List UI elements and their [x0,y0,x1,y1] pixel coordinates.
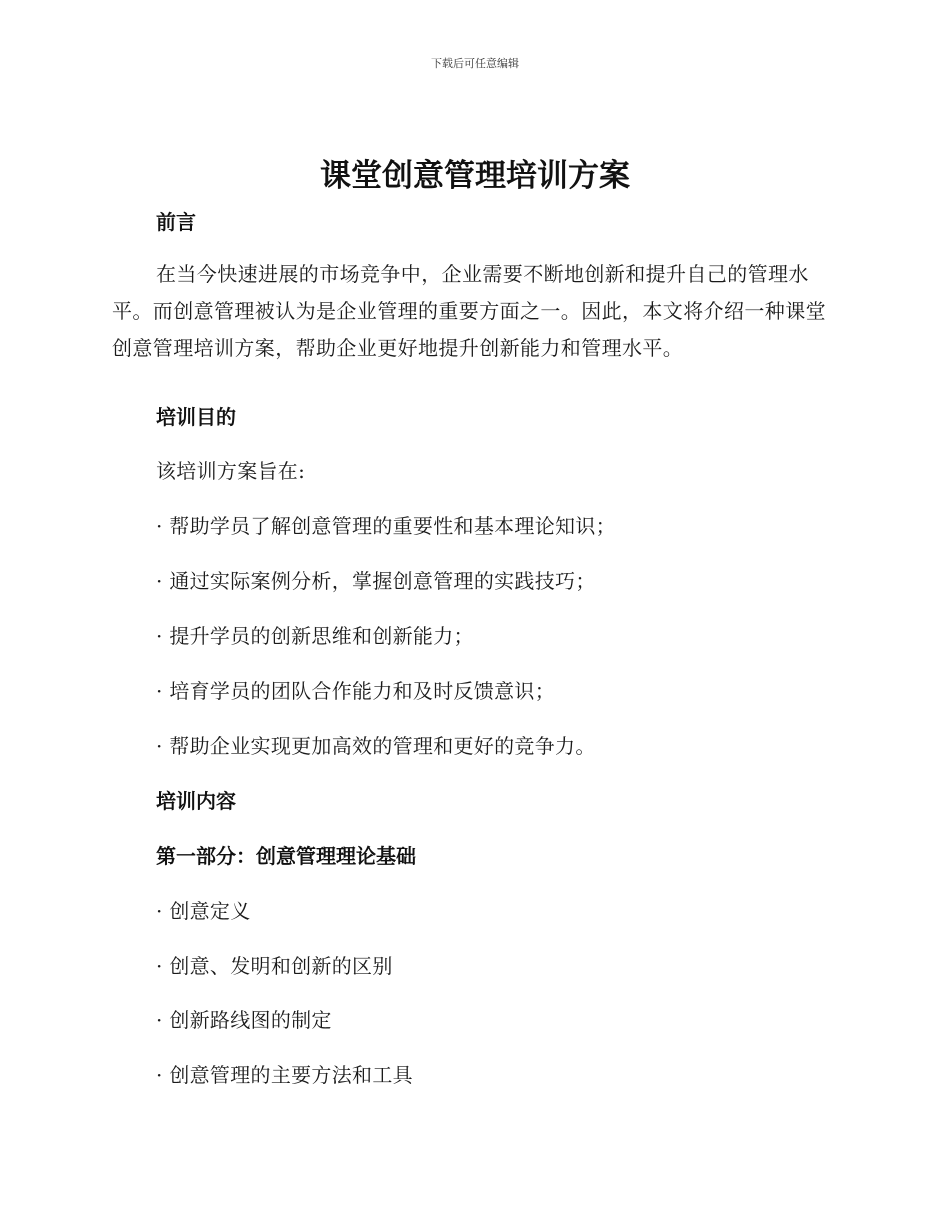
document-title: 课堂创意管理培训方案 [320,158,630,194]
preface-paragraph: 在当今快速进展的市场竞争中，企业需要不断地创新和提升自己的管理水平。而创意管理被认为是企业管理的重要方面之一。因此，本文将介绍一种课堂创意管理培训方案，帮助企业更好地提升创新能力和管理水平。 [112,262,826,360]
part1-item: · 创新路线图的制定 [156,1008,332,1032]
goal-item: · 通过实际案例分析，掌握创意管理的实践技巧； [156,569,596,593]
part1-item: · 创意管理的主要方法和工具 [156,1063,413,1087]
goals-heading: 培训目的 [156,405,236,429]
part1-heading: 第一部分：创意管理理论基础 [156,844,416,868]
goal-item: · 帮助企业实现更加高效的管理和更好的竞争力。 [156,734,596,758]
part1-item: · 创意定义 [156,899,251,923]
content-heading: 培训内容 [156,789,236,813]
preface-heading: 前言 [156,210,196,234]
header-note: 下载后可任意编辑 [431,57,519,70]
part1-item: · 创意、发明和创新的区别 [156,954,393,978]
goals-intro: 该培训方案旨在: [156,459,306,483]
goal-item: · 培育学员的团队合作能力和及时反馈意识； [156,679,556,703]
goal-item: · 提升学员的创新思维和创新能力； [156,624,474,648]
goal-item: · 帮助学员了解创意管理的重要性和基本理论知识； [156,514,616,538]
